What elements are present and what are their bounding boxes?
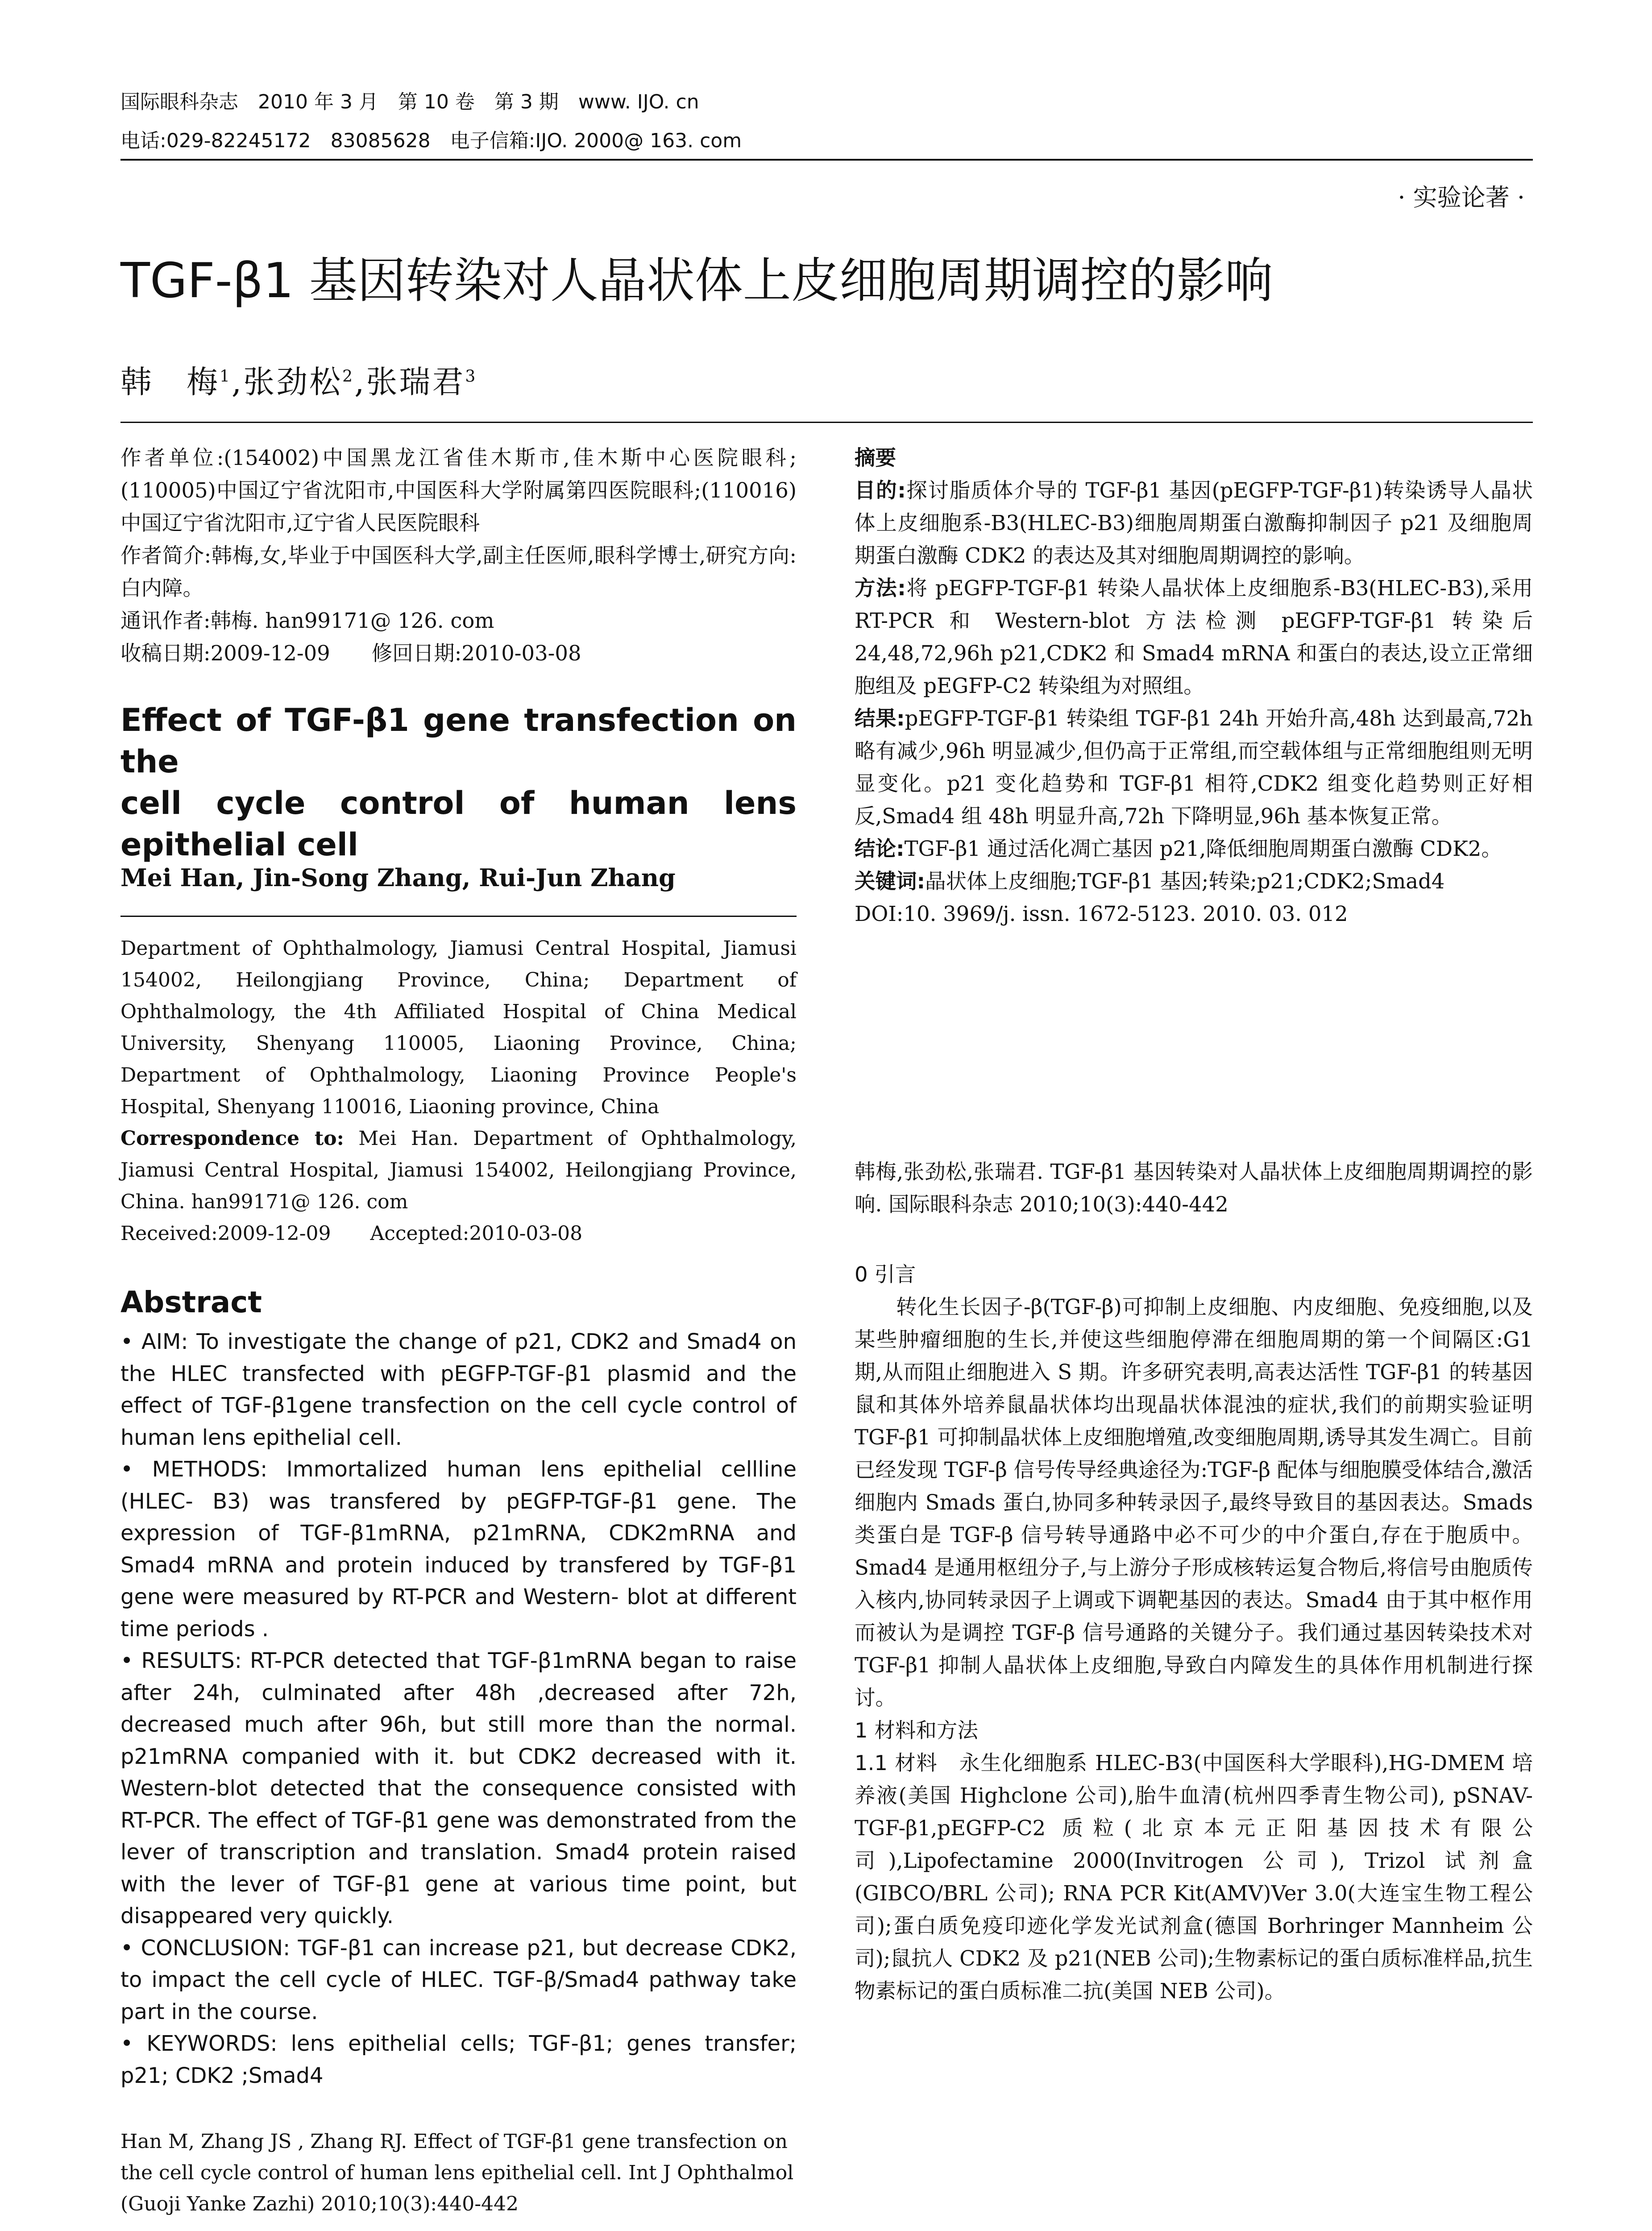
intro-text: 转化生长因子-β(TGF-β)可抑制上皮细胞、内皮细胞、免疫细胞,以及某些肿瘤细胞的生长,并使这些细胞停滞在细胞周期的第一个间隔区:G1 期,从而阻止细胞进入 S 期。许多研究表明,高表达活性 TGF-β1 的转基因鼠和其体外培养鼠晶状体均出现晶状体混浊的症状,我们的前期实验证明 TGF-β1 可抑制晶状体上皮细胞增殖,改变细胞周期,诱导其发生凋亡。目前已经发现 TGF-β 信号传导经典途径为:TGF-β 配体与细胞膜受体结合,激活细胞内 Smads 蛋白,协同多种转录因子,最终导致目的基因表达。Smads 类蛋白是 TGF-β 信号转导通路中必不可少的中介蛋白,存在于胞质中。Smad4 是通用枢纽分子,与上游分子形成核转运复合物后,将信号由胞质传入核内,协同转录因子上调或下调靶基因的表达。Smad4 由于其中枢作用而被认为是调控 TGF-β 信号通路的关键分子。我们通过基因转染技术对 TGF-β1 抑制人晶状体上皮细胞,导致白内障发生的具体作用机制进行探讨。 <box>855 1295 1533 1710</box>
correspondence-cn: 通讯作者:韩梅. han99171@ 126. com <box>120 609 494 633</box>
english-affiliation: Department of Ophthalmology, Jiamusi Central Hospital, Jiamusi 154002, Heilongjiang Province, China; Department of Ophthalmology, the 4th Affiliated Hospital of China Medical University, Shenyang 110005, Liaoning Province, China; Department of Ophthalmology, Liaoning Province People's Hospital, Shenyang 110016, Liaoning province, China <box>120 937 797 1118</box>
affiliation-cn: 作者单位:(154002)中国黑龙江省佳木斯市,佳木斯中心医院眼科;(110005)中国辽宁省沈阳市,中国医科大学附属第四医院眼科;(110016)中国辽宁省沈阳市,辽宁省人民医院眼科 <box>120 446 797 535</box>
english-citation: Han M, Zhang JS , Zhang RJ. Effect of TGF-β1 gene transfection on the cell cycle control of human lens epithelial cell. Int J Ophthalmol (Guoji Yanke Zazhi) 2010;10(3):440-442 <box>120 2130 794 2215</box>
cn-aim-label: 目的: <box>855 478 906 502</box>
journal-header-line2: 电话:029-82245172 83085628 电子信箱:IJO. 2000@ 163. com <box>120 129 742 152</box>
article-title: TGF-β1 基因转染对人晶状体上皮细胞周期调控的影响 <box>120 253 1273 309</box>
received-dates: Received:2009-12-09 Accepted:2010-03-08 <box>120 1222 583 1245</box>
author-2-affil: 2 <box>342 367 355 386</box>
author-info-cn <box>120 442 797 670</box>
cn-conclusion-text: TGF-β1 通过活化凋亡基因 p21,降低细胞周期蛋白激酶 CDK2。 <box>904 837 1502 861</box>
english-title-line-3: epithelial cell <box>120 826 358 863</box>
cn-abstract-results <box>855 702 1533 833</box>
correspondence-text: Mei Han. Department of Ophthalmology, Jiamusi Central Hospital, Jiamusi 154002, Heilongjiang Province, China. han99171@ 126. com <box>120 1127 797 1213</box>
english-authors: Mei Han, Jin-Song Zhang, Rui-Jun Zhang <box>120 863 676 892</box>
cn-abstract-keywords <box>855 865 1533 898</box>
abstract-aim: • AIM: To investigate the change of p21, CDK2 and Smad4 on the HLEC transfected with pEGFP-TGF-β1 plasmid and the effect of TGF-β1gene transfection on the cell cycle control of human lens epithelial cell. <box>120 1329 797 1450</box>
english-title <box>120 700 797 866</box>
english-abstract <box>120 1326 797 2092</box>
abstract-keywords: • KEYWORDS: lens epithelial cells; TGF-β1; genes transfer; p21; CDK2 ;Smad4 <box>120 2031 797 2088</box>
introduction-section <box>855 1258 1533 2007</box>
author-3: ,张瑞君 <box>354 364 465 400</box>
materials-text: 永生化细胞系 HLEC-B3(中国医科大学眼科),HG-DMEM 培养液(美国 Highclone 公司),胎牛血清(杭州四季青生物公司), pSNAV-TGF-β1,pEGFP-C2 质粒(北京本元正阳基因技术有限公司),Lipofectamine 2000(Invitrogen 公司), Trizol 试剂盒(GIBCO/BRL 公司); RNA PCR Kit(AMV)Ver 3.0(大连宝生物工程公司);蛋白质免疫印迹化学发光试剂盒(德国 Borhringer Mannheim 公司);鼠抗人 CDK2 及 p21(NEB 公司);生物素标记的蛋白质标准样品,抗生物素标记的蛋白质标准二抗(美国 NEB 公司)。 <box>855 1751 1533 2003</box>
cn-abstract-heading: 摘要 <box>855 446 896 470</box>
abstract-results: • RESULTS: RT-PCR detected that TGF-β1mRNA began to raise after 24h, culminated after 48h ,decreased after 72h, decreased much after 96h, but still more than the normal. p21mRNA companied with it. but CDK2 decreased with it. Western-blot detected that the consequence consisted with RT-PCR. The effect of TGF-β1 gene was demonstrated from the lever of transcription and translation. Smad4 protein raised with the lever of TGF-β1 gene at various time point, but disappeared very quickly. <box>120 1648 797 1928</box>
author-list <box>120 357 477 402</box>
cn-results-text: pEGFP-TGF-β1 转染组 TGF-β1 24h 开始升高,48h 达到最高,72h 略有减少,96h 明显减少,但仍高于正常组,而空载体组与正常细胞组则无明显变化。p21 变化趋势和 TGF-β1 相符,CDK2 组变化趋势则正好相反,Smad4 组 48h 明显升高,72h 下降明显,96h 基本恢复正常。 <box>855 706 1533 828</box>
author-3-affil: 3 <box>465 367 477 386</box>
author-bio-cn: 作者简介:韩梅,女,毕业于中国医科大学,副主任医师,眼科学博士,研究方向:白内障。 <box>120 543 797 600</box>
cn-methods-text: 将 pEGFP-TGF-β1 转染人晶状体上皮细胞系-B3(HLEC-B3),采用 RT-PCR 和 Western-blot 方法检测 pEGFP-TGF-β1 转染后 24,48,72,96h p21,CDK2 和 Smad4 mRNA 和蛋白的表达,设立正常细胞组及 pEGFP-C2 转染组为对照组。 <box>855 576 1533 698</box>
section-tag: · 实验论著 · <box>1398 183 1525 211</box>
journal-header-line1: 国际眼科杂志 2010 年 3 月 第 10 卷 第 3 期 www. IJO. cn <box>120 91 699 113</box>
abstract-heading: Abstract <box>120 1285 262 1319</box>
english-title-line-1: Effect of TGF-β1 gene transfection on the <box>120 702 797 780</box>
authors-rule <box>120 422 1533 423</box>
author-1-affil: 1 <box>220 367 232 386</box>
intro-heading: 0 引言 <box>855 1262 916 1286</box>
materials-paragraph <box>855 1747 1533 2007</box>
cn-keywords-text: 晶状体上皮细胞;TGF-β1 基因;转染;p21;CDK2;Smad4 <box>925 869 1445 893</box>
english-authors-rule <box>120 916 797 917</box>
cn-doi: DOI:10. 3969/j. issn. 1672-5123. 2010. 03. 012 <box>855 902 1348 926</box>
abstract-conclusion: • CONCLUSION: TGF-β1 can increase p21, but decrease CDK2, to impact the cell cycle of HLEC. TGF-β/Smad4 pathway take part in the course. <box>120 1935 797 2024</box>
methods-heading: 1 材料和方法 <box>855 1718 978 1742</box>
chinese-abstract <box>855 442 1533 930</box>
cn-abstract-methods <box>855 572 1533 702</box>
cn-abstract-aim <box>855 474 1533 572</box>
english-affiliation-block <box>120 933 797 1249</box>
abstract-methods: • METHODS: Immortalized human lens epithelial cellline (HLEC- B3) was transfered by pEGFP-TGF-β1 gene. The expression of TGF-β1mRNA, p21mRNA, CDK2mRNA and Smad4 mRNA and protein induced by transfered by TGF-β1 gene were measured by RT-PCR and Western- blot at different time periods . <box>120 1457 797 1642</box>
dates-cn: 收稿日期:2009-12-09 修回日期:2010-03-08 <box>120 641 581 665</box>
author-2: ,张劲松 <box>231 364 343 400</box>
english-correspondence <box>120 1123 797 1218</box>
chinese-citation: 韩梅,张劲松,张瑞君. TGF-β1 基因转染对人晶状体上皮细胞周期调控的影响. 国际眼科杂志 2010;10(3):440-442 <box>855 1160 1533 1216</box>
cn-abstract-conclusion <box>855 833 1533 865</box>
cn-keywords-label: 关键词: <box>855 869 926 893</box>
cn-aim-text: 探讨脂质体介导的 TGF-β1 基因(pEGFP-TGF-β1)转染诱导人晶状体上皮细胞系-B3(HLEC-B3)细胞周期蛋白激酶抑制因子 p21 及细胞周期蛋白激酶 CDK2 的表达及其对细胞周期调控的影响。 <box>855 478 1533 568</box>
header-rule <box>120 159 1533 161</box>
cn-results-label: 结果: <box>855 706 905 730</box>
author-1: 韩 梅 <box>120 364 220 400</box>
cn-methods-label: 方法: <box>855 576 906 600</box>
materials-label: 1.1 材料 <box>855 1751 938 1775</box>
correspondence-label: Correspondence to: <box>120 1127 344 1150</box>
cn-conclusion-label: 结论: <box>855 837 905 861</box>
english-title-line-2: cell cycle control of human lens <box>120 785 797 821</box>
